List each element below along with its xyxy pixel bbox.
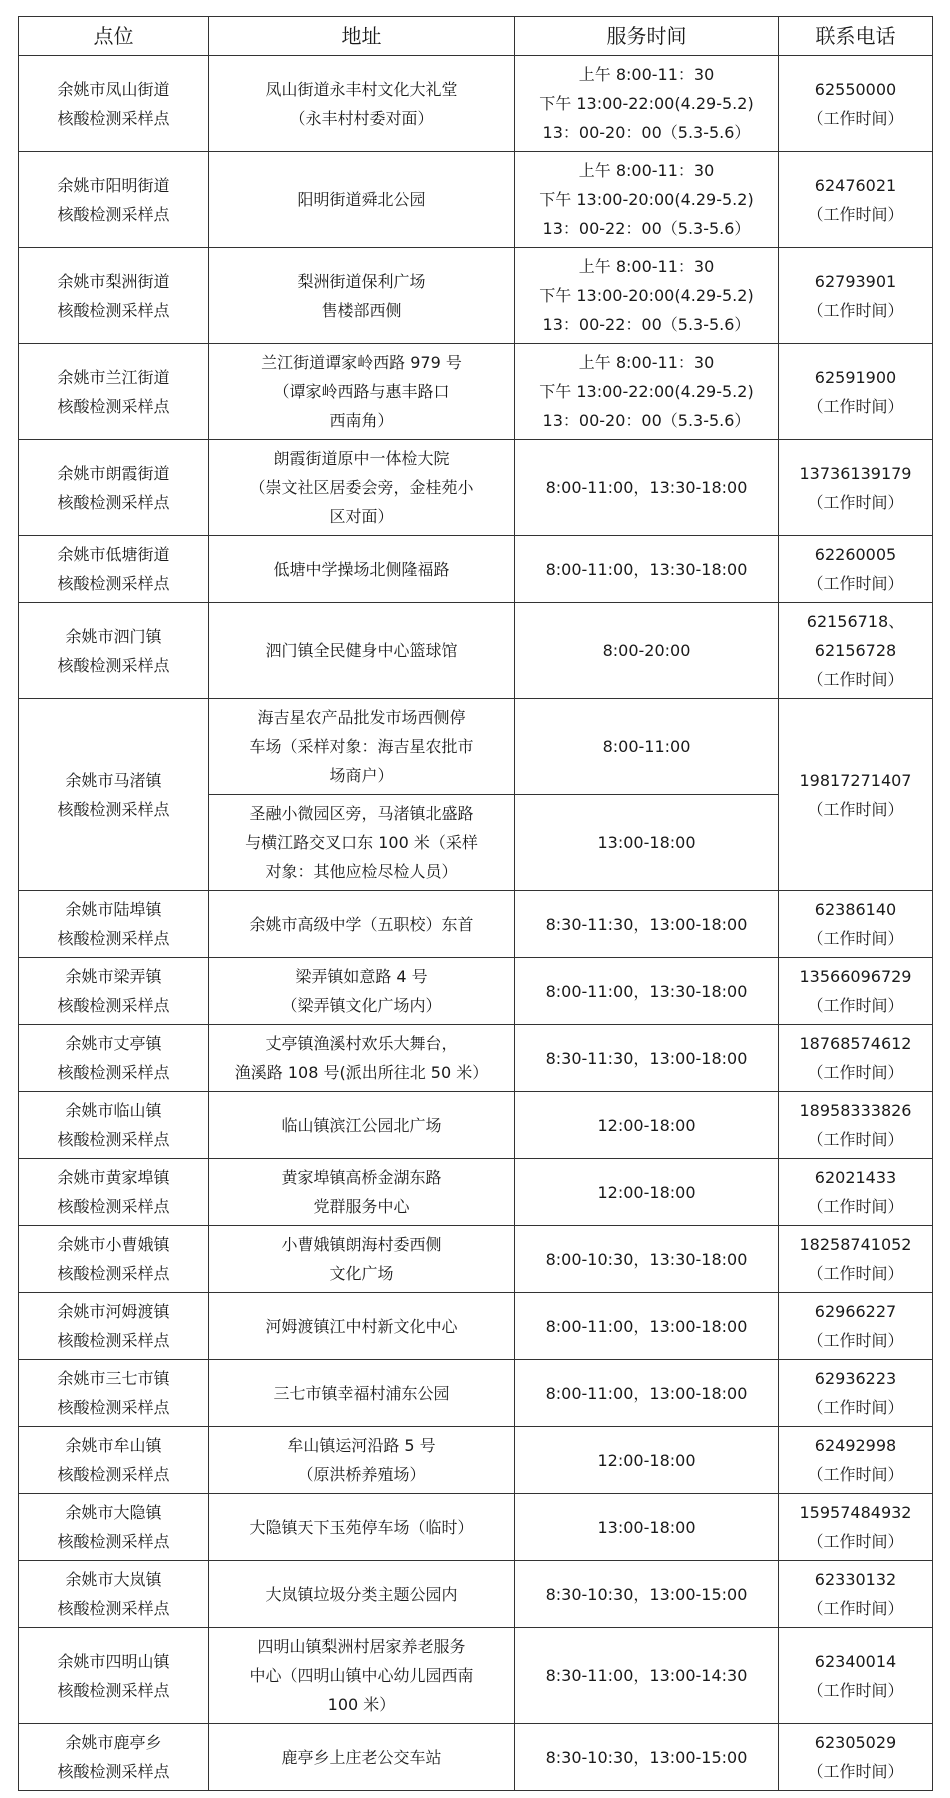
site-cell: 余姚市兰江街道 核酸检测采样点	[19, 344, 209, 440]
hours-cell: 8:00-11:00，13:30-18:00	[515, 536, 779, 603]
phone-cell: 62550000 （工作时间）	[779, 56, 933, 152]
header-site: 点位	[19, 17, 209, 56]
table-row	[19, 603, 933, 699]
table-row	[19, 1025, 933, 1092]
table-row	[19, 1628, 933, 1724]
hours-cell: 8:00-11:00，13:30-18:00	[515, 958, 779, 1025]
address-cell: 低塘中学操场北侧隆福路	[209, 536, 515, 603]
table-row	[19, 152, 933, 248]
header-row	[19, 17, 933, 56]
hours-cell: 12:00-18:00	[515, 1092, 779, 1159]
address-cell: 朗霞街道原中一体检大院 （崇文社区居委会旁，金桂苑小 区对面）	[209, 440, 515, 536]
table-row	[19, 1494, 933, 1561]
phone-cell: 13566096729 （工作时间）	[779, 958, 933, 1025]
hours-cell: 8:30-10:30，13:00-15:00	[515, 1561, 779, 1628]
site-cell: 余姚市低塘街道 核酸检测采样点	[19, 536, 209, 603]
phone-cell: 62936223 （工作时间）	[779, 1360, 933, 1427]
table-row	[19, 1427, 933, 1494]
site-cell: 余姚市丈亭镇 核酸检测采样点	[19, 1025, 209, 1092]
address-cell: 兰江街道谭家岭西路 979 号 （谭家岭西路与惠丰路口 西南角）	[209, 344, 515, 440]
address-cell: 鹿亭乡上庄老公交车站	[209, 1724, 515, 1791]
phone-cell: 13736139179 （工作时间）	[779, 440, 933, 536]
phone-cell: 62305029 （工作时间）	[779, 1724, 933, 1791]
phone-cell: 62966227 （工作时间）	[779, 1293, 933, 1360]
site-cell: 余姚市临山镇 核酸检测采样点	[19, 1092, 209, 1159]
table-row	[19, 1561, 933, 1628]
header-phone: 联系电话	[779, 17, 933, 56]
address-cell: 圣融小微园区旁，马渚镇北盛路 与横江路交叉口东 100 米（采样 对象：其他应检尽检人员）	[209, 795, 515, 891]
address-cell: 海吉星农产品批发市场西侧停 车场（采样对象：海吉星农批市 场商户）	[209, 699, 515, 795]
phone-cell: 18258741052 （工作时间）	[779, 1226, 933, 1293]
address-cell: 临山镇滨江公园北广场	[209, 1092, 515, 1159]
hours-cell: 8:00-11:00，13:00-18:00	[515, 1360, 779, 1427]
header-hours: 服务时间	[515, 17, 779, 56]
table-header	[19, 17, 933, 56]
phone-cell: 62492998 （工作时间）	[779, 1427, 933, 1494]
phone-cell: 62330132 （工作时间）	[779, 1561, 933, 1628]
hours-cell: 13:00-18:00	[515, 795, 779, 891]
address-cell: 小曹娥镇朗海村委西侧 文化广场	[209, 1226, 515, 1293]
phone-cell: 62386140 （工作时间）	[779, 891, 933, 958]
site-cell: 余姚市小曹娥镇 核酸检测采样点	[19, 1226, 209, 1293]
table-row	[19, 1226, 933, 1293]
header-address: 地址	[209, 17, 515, 56]
site-cell: 余姚市牟山镇 核酸检测采样点	[19, 1427, 209, 1494]
table-row	[19, 1293, 933, 1360]
phone-cell: 18768574612 （工作时间）	[779, 1025, 933, 1092]
hours-cell: 上午 8:00-11：30 下午 13:00-20:00(4.29-5.2) 13：00-22：00（5.3-5.6）	[515, 248, 779, 344]
site-cell: 余姚市四明山镇 核酸检测采样点	[19, 1628, 209, 1724]
site-cell: 余姚市梁弄镇 核酸检测采样点	[19, 958, 209, 1025]
phone-cell: 19817271407 （工作时间）	[779, 699, 933, 891]
hours-cell: 13:00-18:00	[515, 1494, 779, 1561]
hours-cell: 上午 8:00-11：30 下午 13:00-20:00(4.29-5.2) 13：00-22：00（5.3-5.6）	[515, 152, 779, 248]
hours-cell: 12:00-18:00	[515, 1159, 779, 1226]
phone-cell: 62793901 （工作时间）	[779, 248, 933, 344]
sampling-sites-table	[18, 16, 933, 1791]
address-cell: 河姆渡镇江中村新文化中心	[209, 1293, 515, 1360]
site-cell: 余姚市大隐镇 核酸检测采样点	[19, 1494, 209, 1561]
address-cell: 大隐镇天下玉苑停车场（临时）	[209, 1494, 515, 1561]
phone-cell: 62591900 （工作时间）	[779, 344, 933, 440]
site-cell: 余姚市陆埠镇 核酸检测采样点	[19, 891, 209, 958]
phone-cell: 62476021 （工作时间）	[779, 152, 933, 248]
phone-cell: 62156718、 62156728 （工作时间）	[779, 603, 933, 699]
table-row	[19, 344, 933, 440]
site-cell: 余姚市梨洲街道 核酸检测采样点	[19, 248, 209, 344]
address-cell: 泗门镇全民健身中心篮球馆	[209, 603, 515, 699]
site-cell: 余姚市朗霞街道 核酸检测采样点	[19, 440, 209, 536]
table-row	[19, 1159, 933, 1226]
hours-cell: 上午 8:00-11：30 下午 13:00-22:00(4.29-5.2) 13：00-20：00（5.3-5.6）	[515, 344, 779, 440]
table-row	[19, 958, 933, 1025]
address-cell: 梨洲街道保利广场 售楼部西侧	[209, 248, 515, 344]
table-row	[19, 248, 933, 344]
site-cell: 余姚市鹿亭乡 核酸检测采样点	[19, 1724, 209, 1791]
address-cell: 凤山街道永丰村文化大礼堂 （永丰村村委对面）	[209, 56, 515, 152]
table-body	[19, 56, 933, 1791]
hours-cell: 8:30-11:00，13:00-14:30	[515, 1628, 779, 1724]
address-cell: 梁弄镇如意路 4 号 （梁弄镇文化广场内）	[209, 958, 515, 1025]
phone-cell: 18958333826 （工作时间）	[779, 1092, 933, 1159]
address-cell: 黄家埠镇高桥金湖东路 党群服务中心	[209, 1159, 515, 1226]
hours-cell: 8:00-11:00，13:00-18:00	[515, 1293, 779, 1360]
site-cell: 余姚市河姆渡镇 核酸检测采样点	[19, 1293, 209, 1360]
site-cell: 余姚市马渚镇 核酸检测采样点	[19, 699, 209, 891]
address-cell: 阳明街道舜北公园	[209, 152, 515, 248]
address-cell: 丈亭镇渔溪村欢乐大舞台， 渔溪路 108 号(派出所往北 50 米）	[209, 1025, 515, 1092]
table-row	[19, 891, 933, 958]
address-cell: 牟山镇运河沿路 5 号 （原洪桥养殖场）	[209, 1427, 515, 1494]
address-cell: 三七市镇幸福村浦东公园	[209, 1360, 515, 1427]
phone-cell: 62021433 （工作时间）	[779, 1159, 933, 1226]
hours-cell: 8:00-11:00	[515, 699, 779, 795]
table-row	[19, 1724, 933, 1791]
address-cell: 四明山镇梨洲村居家养老服务 中心（四明山镇中心幼儿园西南 100 米）	[209, 1628, 515, 1724]
address-cell: 余姚市高级中学（五职校）东首	[209, 891, 515, 958]
site-cell: 余姚市三七市镇 核酸检测采样点	[19, 1360, 209, 1427]
table-row	[19, 536, 933, 603]
phone-cell: 62260005 （工作时间）	[779, 536, 933, 603]
hours-cell: 8:30-11:30，13:00-18:00	[515, 1025, 779, 1092]
table-row	[19, 699, 933, 795]
table-row	[19, 440, 933, 536]
hours-cell: 8:00-10:30，13:30-18:00	[515, 1226, 779, 1293]
site-cell: 余姚市泗门镇 核酸检测采样点	[19, 603, 209, 699]
site-cell: 余姚市阳明街道 核酸检测采样点	[19, 152, 209, 248]
phone-cell: 15957484932 （工作时间）	[779, 1494, 933, 1561]
hours-cell: 8:30-10:30，13:00-15:00	[515, 1724, 779, 1791]
hours-cell: 8:00-20:00	[515, 603, 779, 699]
hours-cell: 8:00-11:00，13:30-18:00	[515, 440, 779, 536]
table-row	[19, 1092, 933, 1159]
table-row	[19, 56, 933, 152]
table-row	[19, 1360, 933, 1427]
hours-cell: 12:00-18:00	[515, 1427, 779, 1494]
site-cell: 余姚市凤山街道 核酸检测采样点	[19, 56, 209, 152]
site-cell: 余姚市黄家埠镇 核酸检测采样点	[19, 1159, 209, 1226]
site-cell: 余姚市大岚镇 核酸检测采样点	[19, 1561, 209, 1628]
hours-cell: 8:30-11:30，13:00-18:00	[515, 891, 779, 958]
hours-cell: 上午 8:00-11：30 下午 13:00-22:00(4.29-5.2) 13：00-20：00（5.3-5.6）	[515, 56, 779, 152]
phone-cell: 62340014 （工作时间）	[779, 1628, 933, 1724]
address-cell: 大岚镇垃圾分类主题公园内	[209, 1561, 515, 1628]
